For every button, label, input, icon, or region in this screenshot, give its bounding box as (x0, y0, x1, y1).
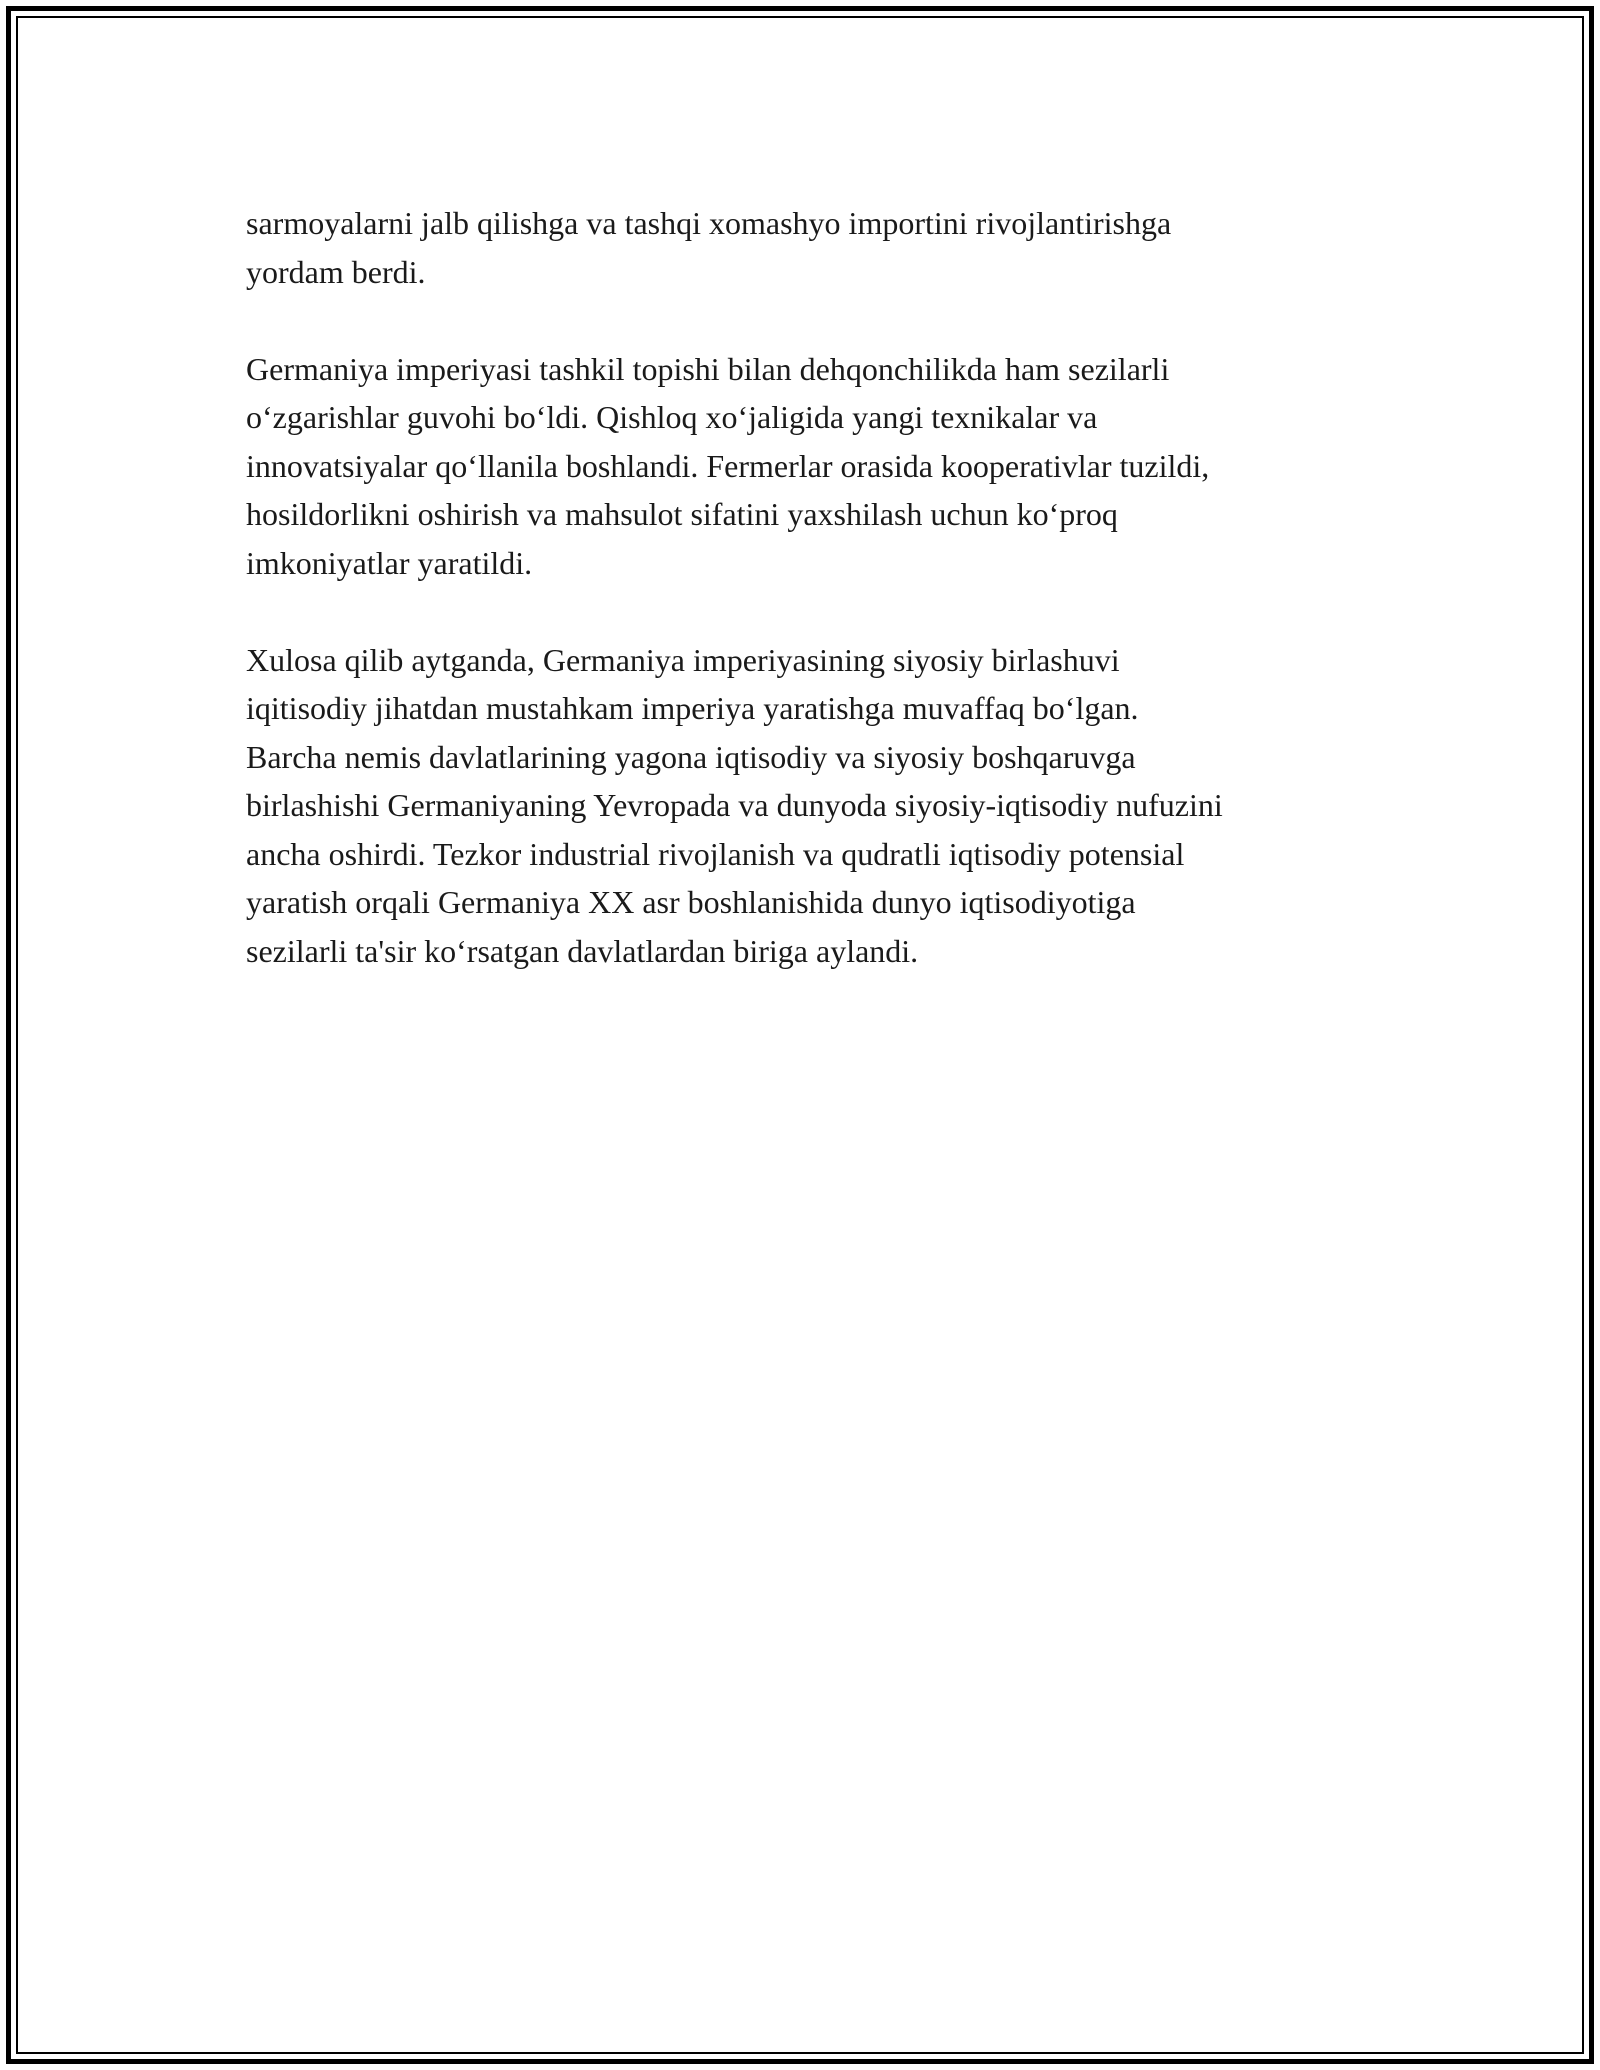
text-line: Barcha nemis davlatlarining yagona iqtisodiy va siyosiy boshqaruvga (246, 738, 1136, 775)
paragraph-2 (246, 345, 1396, 588)
text-line: innovatsiyalar qo‘llanila boshlandi. Fermerlar orasida kooperativlar tuzildi, (246, 447, 1210, 484)
text-line: Xulosa qilib aytganda, Germaniya imperiyasining siyosiy birlashuvi (246, 641, 1120, 678)
text-line: birlashishi Germaniyaning Yevropada va dunyoda siyosiy-iqtisodiy nufuzini (246, 787, 1223, 823)
paragraph-3 (246, 636, 1396, 976)
text-line: Germaniya imperiyasi tashkil topishi bilan dehqonchilikda ham sezilarli (246, 350, 1170, 387)
paragraph-1 (246, 199, 1396, 296)
text-line: sarmoyalarni jalb qilishga va tashqi xomashyo importini rivojlantirishga (246, 205, 1172, 241)
text-line: iqitisodiy jihatdan mustahkam imperiya yaratishga muvaffaq bo‘lgan. (246, 690, 1139, 726)
text-line: yordam berdi. (246, 253, 426, 290)
text-line: hosildorlikni oshirish va mahsulot sifatini yaxshilash uchun ko‘proq (246, 496, 1118, 532)
text-line: ancha oshirdi. Tezkor industrial rivojlanish va qudratli iqtisodiy potensial (246, 835, 1185, 872)
text-line: yaratish orqali Germaniya XX asr boshlanishida dunyo iqtisodiyotiga (246, 884, 1136, 920)
text-line: imkoniyatlar yaratildi. (246, 544, 533, 581)
page-border (6, 6, 1594, 2064)
text-line: o‘zgarishlar guvohi bo‘ldi. Qishloq xo‘jaligida yangi texnikalar va (246, 399, 1098, 435)
document-body (246, 199, 1396, 1024)
text-line: sezilarli ta'sir ko‘rsatgan davlatlardan biriga aylandi. (246, 932, 919, 969)
